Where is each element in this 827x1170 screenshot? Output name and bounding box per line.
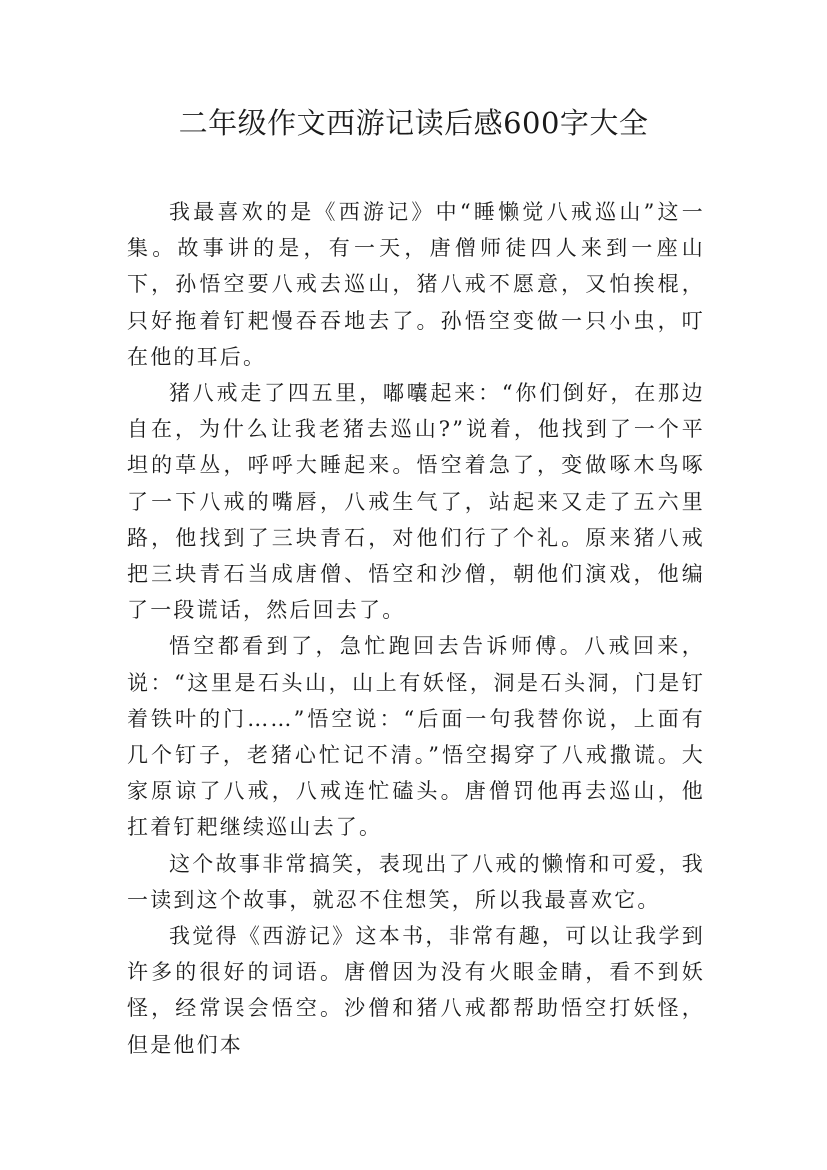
paragraph: 猪八戒走了四五里，嘟囔起来：“你们倒好，在那边自在，为什么让我老猪去巡山?”说着，他找到了一个平坦的草丛，呼呼大睡起来。悟空着急了，变做啄木鸟啄了一下八戒的嘴唇，八戒生气了，站起来又走了五六里路，他找到了三块青石，对他们行了个礼。原来猪八戒把三块青石当成唐僧、悟空和沙僧，朝他们演戏，他编了一段谎话，然后回去了。 bbox=[127, 381, 705, 623]
paragraph: 我最喜欢的是《西游记》中“睡懒觉八戒巡山”这一集。故事讲的是，有一天，唐僧师徒四人来到一座山下，孙悟空要八戒去巡山，猪八戒不愿意，又怕挨棍，只好拖着钉耙慢吞吞地去了。孙悟空变做一只小虫，叮在他的耳后。 bbox=[127, 200, 705, 369]
paragraph: 这个故事非常搞笑，表现出了八戒的懒惰和可爱，我一读到这个故事，就忍不住想笑，所以我最喜欢它。 bbox=[127, 851, 705, 912]
paragraph: 我觉得《西游记》这本书，非常有趣，可以让我学到许多的很好的词语。唐僧因为没有火眼金睛，看不到妖怪，经常误会悟空。沙僧和猪八戒都帮助悟空打妖怪，但是他们本 bbox=[127, 924, 705, 1057]
paragraph: 悟空都看到了，急忙跑回去告诉师傅。八戒回来，说：“这里是石头山，山上有妖怪，洞是石头洞，门是钉着铁叶的门……”悟空说：“后面一句我替你说，上面有几个钉子，老猪心忙记不清。”悟空揭穿了八戒撒谎。大家原谅了八戒，八戒连忙磕头。唐僧罚他再去巡山，他扛着钉耙继续巡山去了。 bbox=[127, 634, 705, 840]
document-title: 二年级作文西游记读后感600字大全 bbox=[178, 106, 649, 140]
document-body bbox=[127, 194, 705, 1063]
